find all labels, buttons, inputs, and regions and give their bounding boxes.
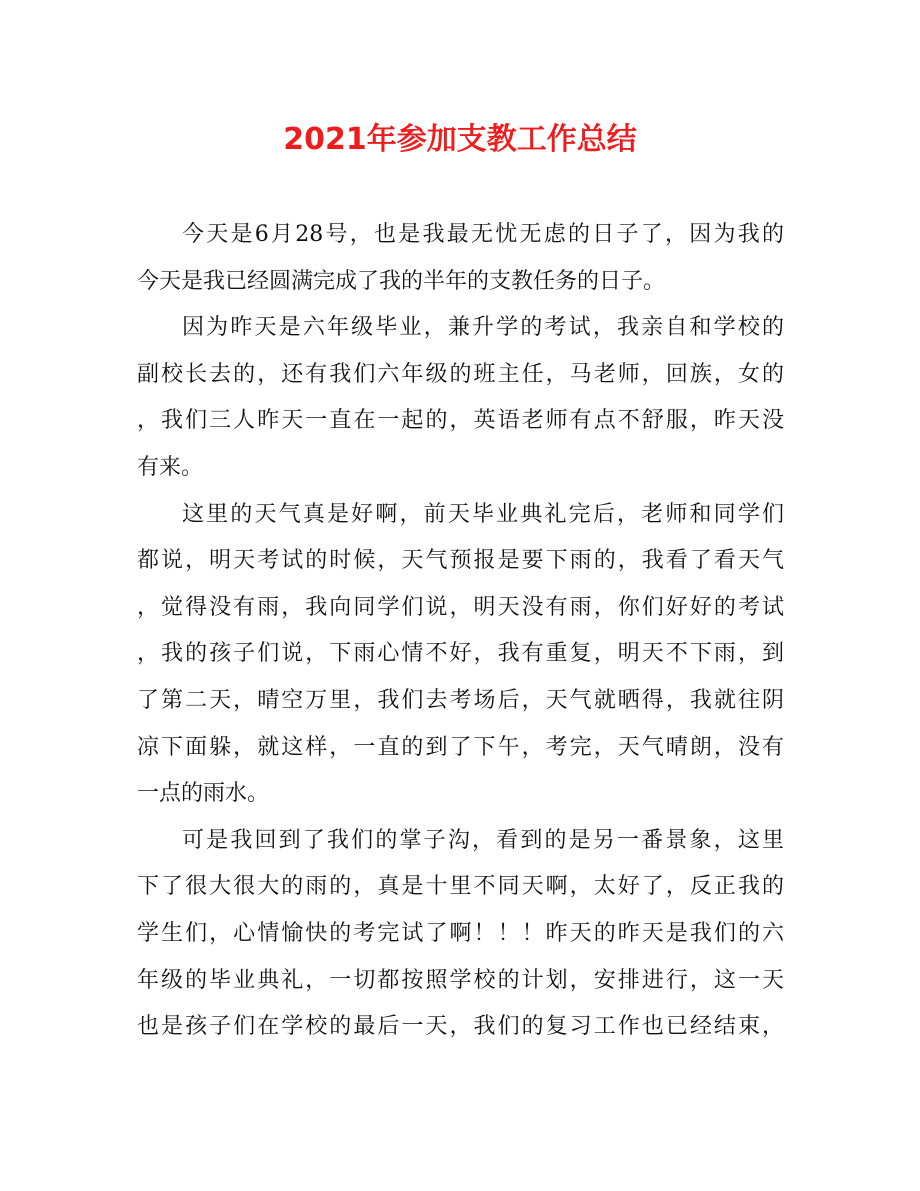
text-line: 也是孩子们在学校的最后一天，我们的复习工作也已经结束， xyxy=(137,1014,784,1040)
text-line: 下了很大很大的雨的，真是十里不同天啊，太好了，反正我的 xyxy=(137,874,784,900)
text-line: 今天是我已经圆满完成了我的半年的支教任务的日子。 xyxy=(137,268,666,294)
text-line: 因为昨天是六年级毕业，兼升学的考试，我亲自和学校的 xyxy=(182,315,784,341)
paragraph-2 xyxy=(137,305,784,491)
text-line: 年级的毕业典礼，一切都按照学校的计划，安排进行，这一天 xyxy=(137,967,784,993)
paragraph-4 xyxy=(137,818,784,1051)
paragraph-1 xyxy=(137,212,784,305)
text-line: 学生们，心情愉快的考完试了啊！！！昨天的昨天是我们的六 xyxy=(137,920,784,946)
text-line: 副校长去的，还有我们六年级的班主任，马老师，回族，女的 xyxy=(137,361,784,387)
document-body xyxy=(137,212,784,1051)
paragraph-3 xyxy=(137,492,784,818)
text-line: 了第二天，晴空万里，我们去考场后，天气就晒得，我就往阴 xyxy=(137,687,784,713)
text-line: 今天是6月28号，也是我最无忧无虑的日子了，因为我的 xyxy=(182,222,784,247)
text-line: 可是我回到了我们的掌子沟，看到的是另一番景象，这里 xyxy=(182,827,784,853)
document-title: 2021年参加支教工作总结 xyxy=(283,122,637,157)
text-line: ，我的孩子们说，下雨心情不好，我有重复，明天不下雨，到 xyxy=(137,641,784,667)
text-line: 凉下面躲，就这样，一直的到了下午，考完，天气晴朗，没有 xyxy=(137,734,784,760)
text-line: ，我们三人昨天一直在一起的，英语老师有点不舒服，昨天没 xyxy=(137,408,784,434)
text-line: 这里的天气真是好啊，前天毕业典礼完后，老师和同学们 xyxy=(182,501,784,527)
text-line: 都说，明天考试的时候，天气预报是要下雨的，我看了看天气 xyxy=(137,548,784,574)
text-line: 一点的雨水。 xyxy=(137,781,270,807)
text-line: 有来。 xyxy=(137,454,204,480)
text-line: ，觉得没有雨，我向同学们说，明天没有雨，你们好好的考试 xyxy=(137,594,784,620)
